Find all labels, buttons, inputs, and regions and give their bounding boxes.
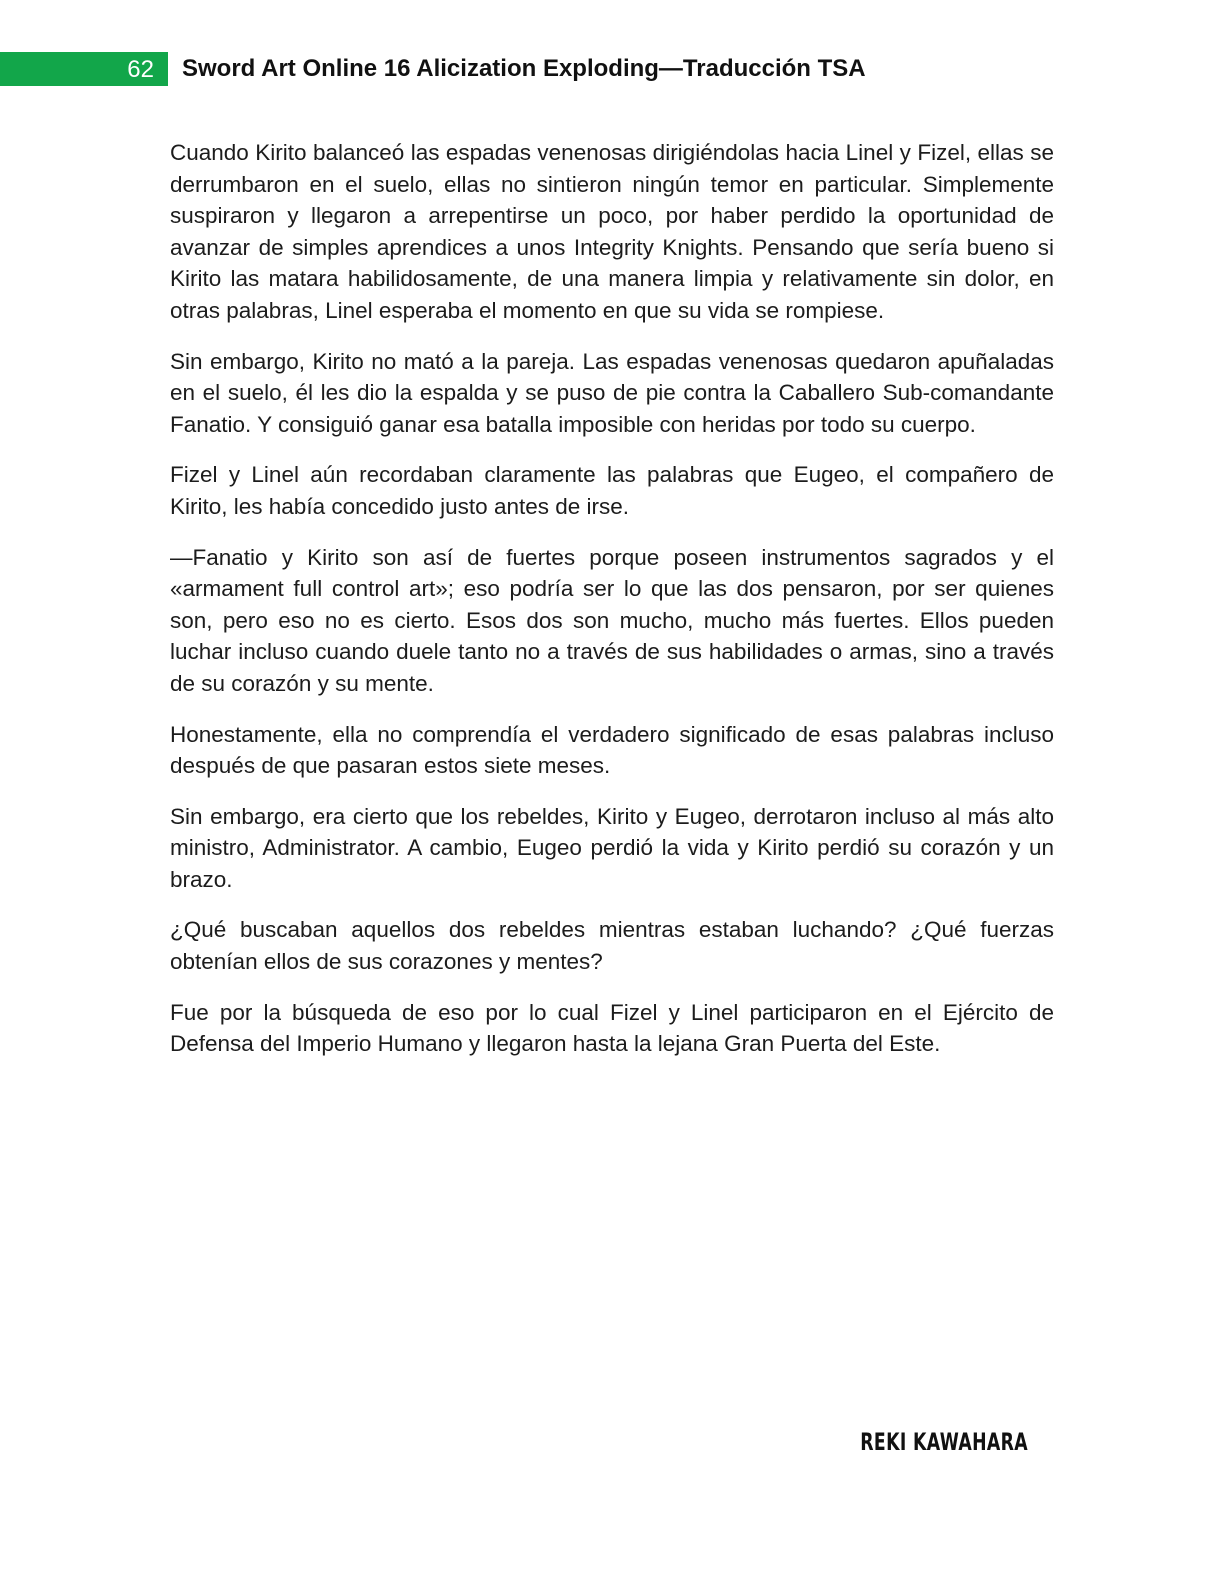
paragraph: Honestamente, ella no comprendía el verdadero significado de esas palabras incluso después de que pasaran estos siete meses. bbox=[170, 721, 1054, 779]
body-text bbox=[170, 137, 1054, 1079]
page-header bbox=[0, 52, 1224, 86]
paragraph: ¿Qué buscaban aquellos dos rebeldes mientras estaban luchando? ¿Qué fuerzas obtenían ellos de sus corazones y mentes? bbox=[170, 917, 1054, 975]
author-name: REKI KAWAHARA bbox=[860, 1428, 1028, 1456]
book-title: Sword Art Online 16 Alicization Exploding—Traducción TSA bbox=[182, 55, 866, 82]
paragraph: Sin embargo, Kirito no mató a la pareja. Las espadas venenosas quedaron apuñaladas en el suelo, él les dio la espalda y se puso de pie contra la Caballero Sub-comandante Fanatio. Y consiguió ganar esa batalla imposible con heridas por todo su cuerpo. bbox=[170, 348, 1054, 437]
paragraph: —Fanatio y Kirito son así de fuertes porque poseen instrumentos sagrados y el «armament full control art»; eso podría ser lo que las dos pensaron, por ser quienes son, pero eso no es cierto. Esos dos son mucho, mucho más fuertes. Ellos pueden luchar incluso cuando duele tanto no a través de sus habilidades o armas, sino a través de su corazón y su mente. bbox=[170, 544, 1054, 696]
paragraph: Fizel y Linel aún recordaban claramente las palabras que Eugeo, el compañero de Kirito, les había concedido justo antes de irse. bbox=[170, 462, 1054, 519]
page-number-bar bbox=[0, 52, 168, 86]
paragraph: Sin embargo, era cierto que los rebeldes, Kirito y Eugeo, derrotaron incluso al más alto ministro, Administrator. A cambio, Eugeo perdió la vida y Kirito perdió su corazón y un brazo. bbox=[170, 803, 1054, 892]
page-number: 62 bbox=[127, 56, 154, 83]
paragraph: Fue por la búsqueda de eso por lo cual Fizel y Linel participaron en el Ejército de Defensa del Imperio Humano y llegaron hasta la lejana Gran Puerta del Este. bbox=[170, 999, 1054, 1057]
paragraph: Cuando Kirito balanceó las espadas venenosas dirigiéndolas hacia Linel y Fizel, ellas se derrumbaron en el suelo, ellas no sintieron ningún temor en particular. Simplemente suspiraron y llegaron a arrepentirse un poco, por haber perdido la oportunidad de avanzar de simples aprendices a unos Integrity Knights. Pensando que sería bueno si Kirito las matara habilidosamente, de una manera limpia y relativamente sin dolor, en otras palabras, Linel esperaba el momento en que su vida se rompiese. bbox=[170, 140, 1054, 323]
